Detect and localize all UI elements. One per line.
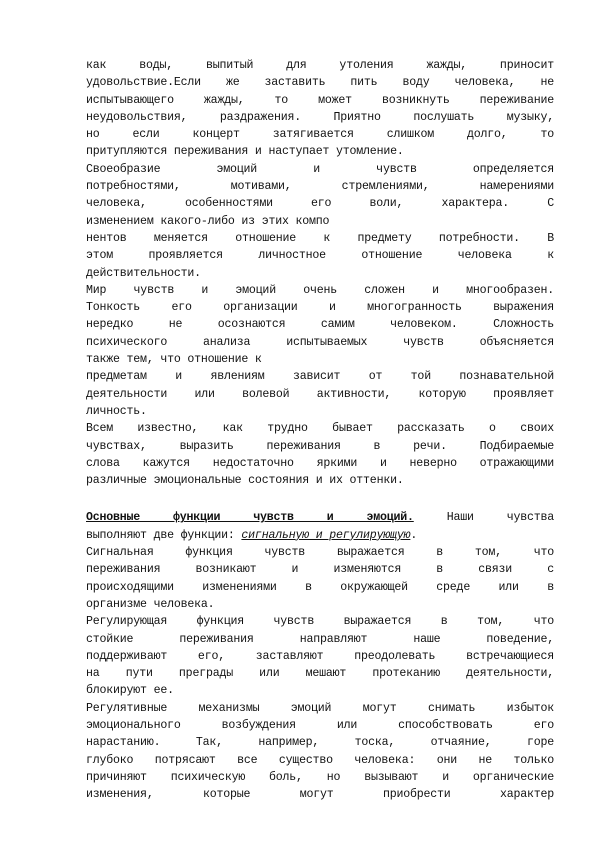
text-line: блокируют ее. [86, 684, 174, 698]
text-line: как воды, выпитый для утоления жажды, приносит [86, 59, 554, 72]
text-line: слова кажутся недостаточно яркими и неверно отражающими [86, 456, 554, 470]
text-line: организме человека. [86, 597, 215, 611]
text-line: но если концерт затягивается слишком долго, то [86, 128, 554, 142]
text-line: глубоко потрясают все существо человека: они не только [86, 753, 554, 767]
text-line: личность. [86, 404, 147, 418]
section-heading-rest: Наши чувства [413, 511, 554, 525]
text-line: удовольствие.Если же заставить пить воду человека, не [86, 76, 554, 90]
text-line: Регулирующая функция чувств выражается в том, что [86, 615, 554, 629]
section-heading-line [86, 509, 554, 526]
functions-post: . [410, 528, 418, 542]
text-line: предметам и явлениям зависит от той познавательной [86, 370, 554, 384]
text-line: эмоционального возбуждения или способствовать его [86, 718, 554, 732]
text-line: нарастанию. Так, например, тоска, отчаяние, горе [86, 736, 554, 750]
text-line: деятельности или волевой активности, которую проявляет [86, 387, 554, 401]
functions-pre: выполняют две функции: [86, 528, 242, 542]
paragraph-gap [86, 489, 554, 509]
text-line: нентов меняется отношение к предмету потребности. В [86, 231, 554, 245]
text-line: этом проявляется личностное отношение человека к [86, 249, 554, 263]
text-line: стойкие переживания направляют наше поведение, [86, 632, 554, 646]
text-line: человека, особенностями его воли, характера. С [86, 197, 554, 211]
text-line: психического анализа испытываемых чувств объясняется [86, 335, 554, 349]
text-line: нередко не осознаются самим человеком. Сложность [86, 318, 554, 332]
text-line: Сигнальная функция чувств выражается в том, что [86, 546, 554, 560]
text-line: различные эмоциональные состояния и их оттенки. [86, 474, 404, 488]
text-line: причиняют психическую боль, но вызывают и органические [86, 770, 554, 784]
text-line: Всем известно, как трудно бывает рассказать о своих [86, 422, 554, 436]
text-line: на пути преграды или мешают протеканию деятельности, [86, 667, 554, 681]
text-line: переживания возникают и изменяются в связи с [86, 563, 554, 577]
text-line: Своеобразие эмоций и чувств определяется [86, 162, 554, 176]
text-line: Мир чувств и эмоций очень сложен и многообразен. [86, 283, 554, 297]
text-line: потребностями, мотивами, стремлениями, намерениями [86, 180, 554, 194]
text-line: поддерживают его, заставляют преодолевать встречающиеся [86, 649, 554, 663]
text-line: изменением какого-либо из этих компо [86, 214, 330, 228]
document-page [86, 57, 554, 803]
text-line: чувствах, выразить переживания в речи. Подбираемые [86, 439, 554, 453]
text-line: действительности. [86, 266, 201, 280]
functions-line [86, 527, 554, 544]
text-line: Регулятивные механизмы эмоций могут снимать избыток [86, 701, 554, 715]
functions-italic: сигнальную и регулирующую [241, 528, 411, 542]
text-line: притупляются переживания и наступает утомление. [86, 145, 404, 159]
section-heading: Основные функции чувств и эмоций. [86, 511, 414, 525]
text-line: также тем, что отношение к [86, 353, 262, 367]
text-line: неудовольствия, раздражения. Приятно послушать музыку, [86, 110, 554, 124]
text-line: Тонкость его организации и многогранность выражения [86, 301, 554, 315]
paragraph-block-2 [86, 544, 554, 803]
text-line: испытывающего жажды, то может возникнуть переживание [86, 93, 554, 107]
paragraph-block-1 [86, 57, 554, 489]
text-line: изменения, которые могут приобрести характер [86, 788, 554, 802]
text-line: происходящими изменениями в окружающей среде или в [86, 580, 554, 594]
